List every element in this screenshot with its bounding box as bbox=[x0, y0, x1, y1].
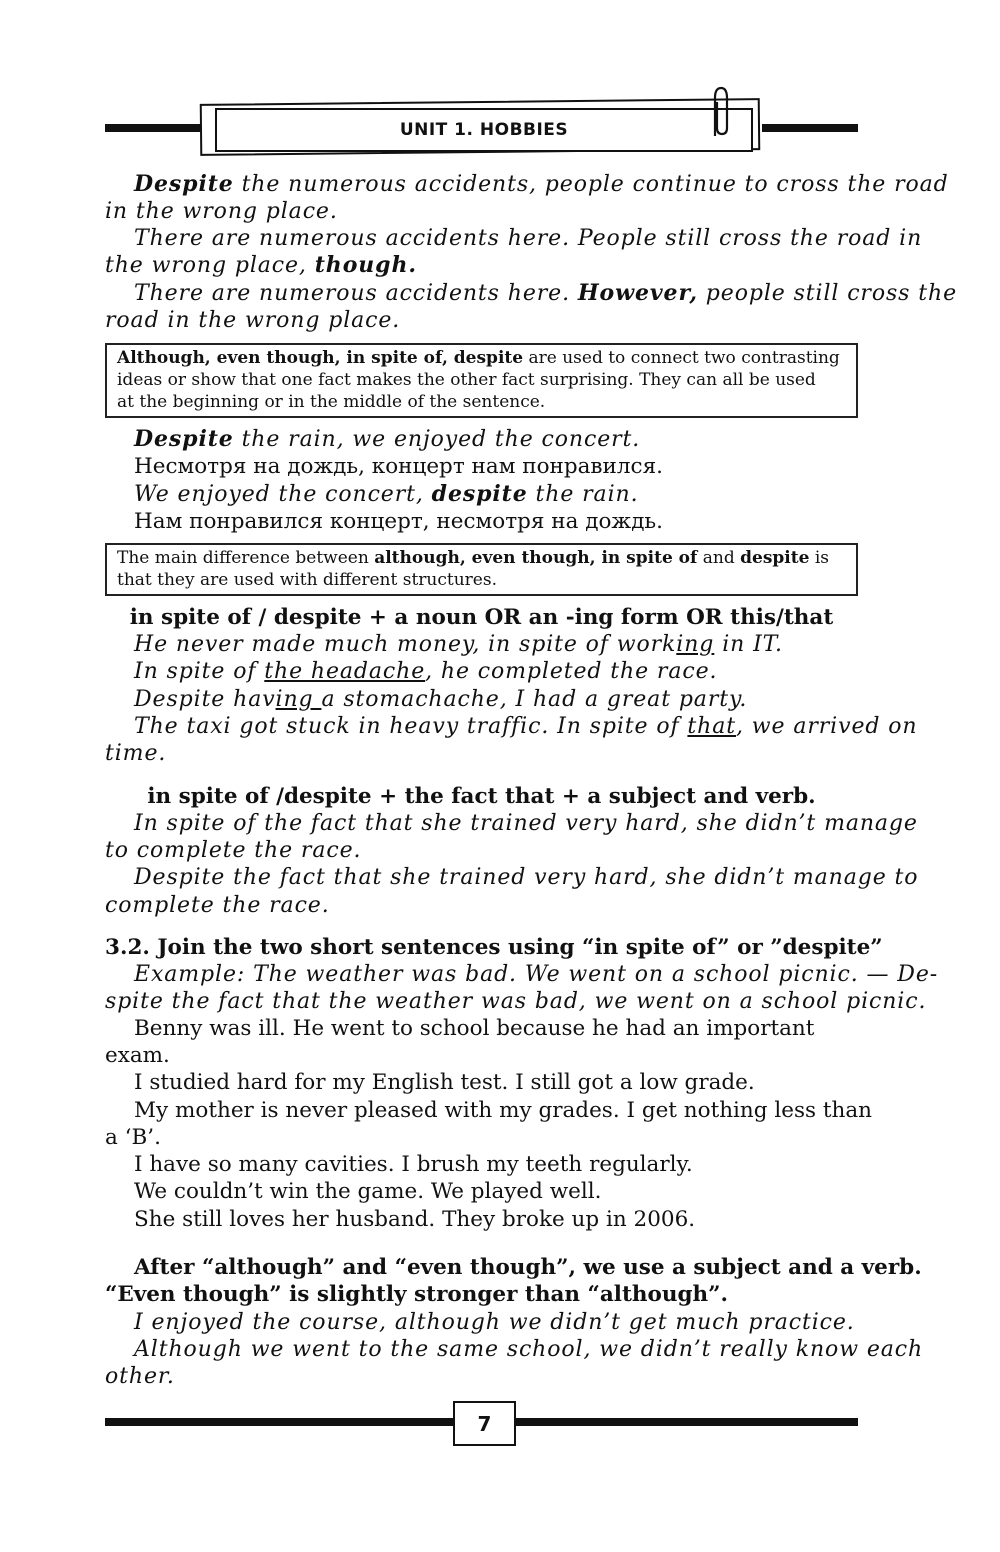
although-example-2: Although we went to the same school, we didn’t really know each bbox=[134, 1337, 924, 1362]
rule-line: at the beginning or in the middle of the sentence. bbox=[117, 392, 546, 412]
intro-example-3-cont: road in the wrong place. bbox=[105, 308, 401, 333]
paperclip-icon bbox=[705, 84, 735, 140]
rule-box-difference bbox=[105, 543, 858, 596]
structure-example-cont: to complete the race. bbox=[105, 838, 362, 863]
exercise-sentence-3-cont: a ‘B’. bbox=[105, 1125, 161, 1150]
structure-example-cont: time. bbox=[105, 741, 167, 766]
example-concert-despite: We enjoyed the concert, despite the rain. bbox=[134, 481, 639, 507]
footer-rule-left bbox=[105, 1418, 453, 1426]
rule-line: that they are used with different structures. bbox=[117, 570, 497, 590]
intro-example-1-cont: in the wrong place. bbox=[105, 199, 338, 224]
exercise-sentence-3: My mother is never pleased with my grades. I get nothing less than bbox=[134, 1098, 873, 1123]
structure-example: The taxi got stuck in heavy traffic. In spite of that, we arrived on bbox=[134, 714, 918, 739]
exercise-example: Example: The weather was bad. We went on a school picnic. — De- bbox=[134, 962, 939, 987]
exercise-sentence-1-cont: exam. bbox=[105, 1043, 170, 1068]
translation-2: Нам понравился концерт, несмотря на дождь. bbox=[134, 509, 663, 534]
translation-1: Несмотря на дождь, концерт нам понравился. bbox=[134, 454, 663, 479]
page-number: 7 bbox=[453, 1401, 516, 1446]
example-despite-rain: Despite the rain, we enjoyed the concert. bbox=[134, 426, 641, 452]
although-example-1: I enjoyed the course, although we didn’t get much practice. bbox=[134, 1310, 855, 1335]
exercise-sentence-5: We couldn’t win the game. We played well. bbox=[134, 1179, 602, 1204]
intro-example-2-cont: the wrong place, though. bbox=[105, 252, 417, 278]
structure-heading-1: in spite of / despite + a noun OR an -ing form OR this/that bbox=[129, 605, 834, 630]
although-rule-1: After “although” and “even though”, we use a subject and a verb. bbox=[134, 1255, 922, 1280]
exercise-title: 3.2. Join the two short sentences using “in spite of” or ”despite” bbox=[105, 935, 883, 960]
unit-title: UNIT 1. HOBBIES bbox=[399, 120, 569, 140]
rule-line: ideas or show that one fact makes the other fact surprising. They can all be used bbox=[117, 370, 816, 390]
header-frame bbox=[215, 108, 753, 152]
exercise-sentence-2: I studied hard for my English test. I still got a low grade. bbox=[134, 1070, 755, 1095]
exercise-example-cont: spite the fact that the weather was bad, we went on a school picnic. bbox=[105, 989, 927, 1014]
structure-example: In spite of the headache, he completed the race. bbox=[134, 659, 718, 684]
structure-example: He never made much money, in spite of working in IT. bbox=[134, 632, 783, 657]
structure-example: Despite the fact that she trained very hard, she didn’t manage to bbox=[134, 865, 919, 890]
rule-line: Although, even though, in spite of, despite are used to connect two contrasting bbox=[117, 348, 840, 368]
header-rule-left bbox=[105, 124, 200, 132]
structure-example-cont: complete the race. bbox=[105, 893, 330, 918]
footer-rule-right bbox=[516, 1418, 858, 1426]
structure-example: Despite having a stomachache, I had a great party. bbox=[134, 687, 748, 712]
intro-example-2: There are numerous accidents here. People still cross the road in bbox=[134, 226, 923, 251]
rule-line: The main difference between although, even though, in spite of and despite is bbox=[117, 548, 829, 568]
header-rule-right bbox=[762, 124, 858, 132]
intro-example-3: There are numerous accidents here. However, people still cross the bbox=[134, 280, 957, 306]
intro-example-1: Despite the numerous accidents, people continue to cross the road bbox=[134, 171, 949, 197]
although-rule-2: “Even though” is slightly stronger than “although”. bbox=[105, 1282, 729, 1307]
rule-box-connectors bbox=[105, 343, 858, 418]
structure-heading-2: in spite of /despite + the fact that + a subject and verb. bbox=[147, 784, 816, 809]
structure-example: In spite of the fact that she trained very hard, she didn’t manage bbox=[134, 811, 918, 836]
although-example-2-cont: other. bbox=[105, 1364, 175, 1389]
exercise-sentence-6: She still loves her husband. They broke up in 2006. bbox=[134, 1207, 696, 1232]
exercise-sentence-1: Benny was ill. He went to school because he had an important bbox=[134, 1016, 815, 1041]
exercise-sentence-4: I have so many cavities. I brush my teeth regularly. bbox=[134, 1152, 693, 1177]
